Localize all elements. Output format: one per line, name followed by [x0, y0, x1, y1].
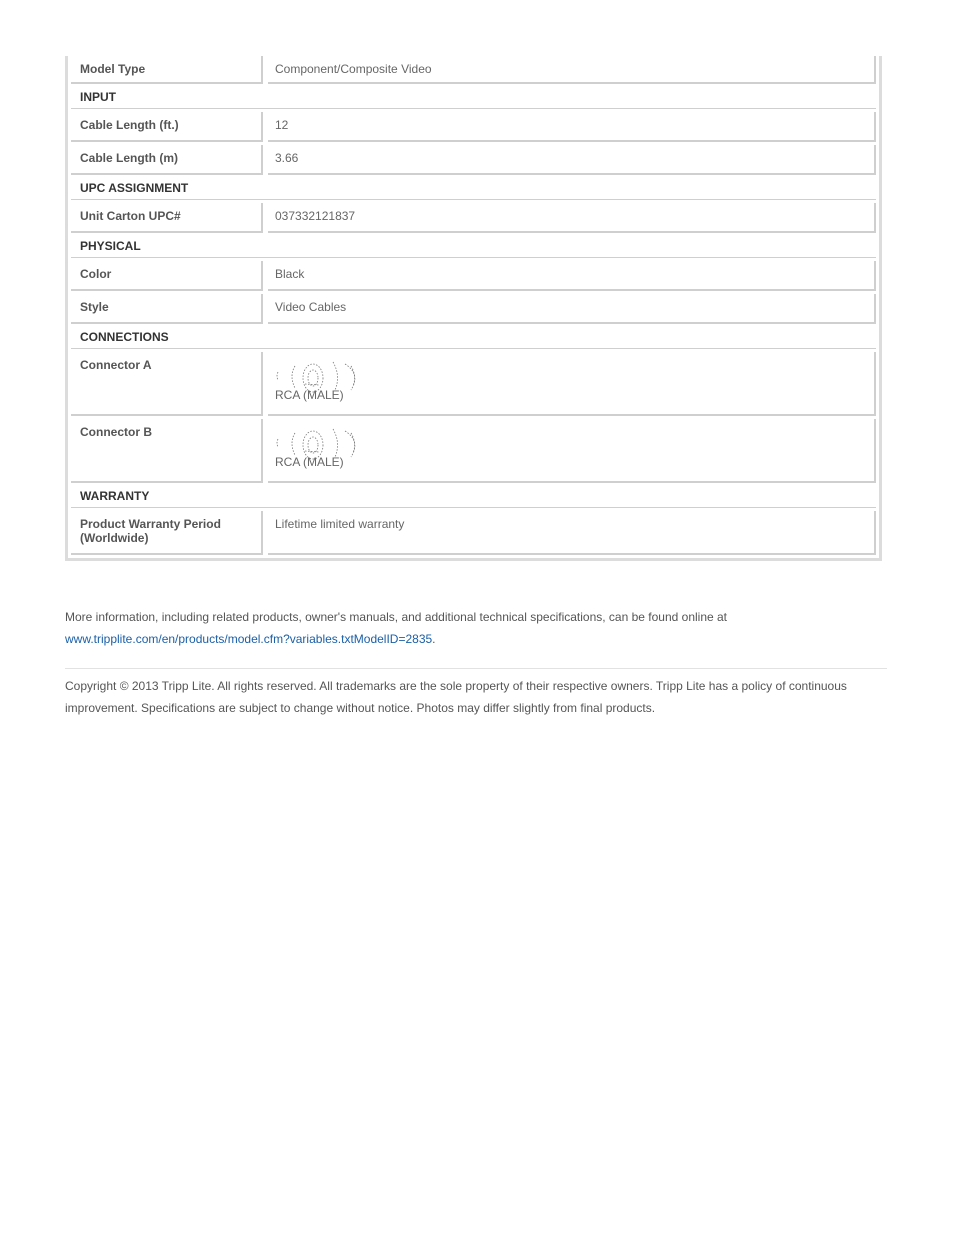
spec-row-warranty-period — [71, 511, 876, 555]
spec-value: Black — [268, 261, 876, 291]
copyright-notice: Copyright © 2013 Tripp Lite. All rights reserved. All trademarks are the sole property of their respective owners. Tripp Lite has a policy of continuous improvement. Specifications are subject to change without notice. Photos may differ slightly from final products. — [65, 679, 847, 715]
footer-divider — [65, 668, 887, 669]
section-heading-warranty: WARRANTY — [71, 483, 876, 508]
spec-label: Cable Length (ft.) — [71, 112, 263, 142]
more-info-period: . — [432, 632, 436, 646]
section-heading-input: INPUT — [71, 84, 876, 109]
connector-b-type: RCA (MALE) — [275, 455, 344, 469]
spec-label: Product Warranty Period (Worldwide) — [71, 511, 263, 555]
product-page-link[interactable]: www.tripplite.com/en/products/model.cfm?variables.txtModelID=2835 — [65, 632, 433, 646]
spec-value: Lifetime limited warranty — [268, 511, 876, 555]
spec-value: Video Cables — [268, 294, 876, 324]
spec-row-color — [71, 261, 876, 291]
spec-row-style — [71, 294, 876, 324]
spec-label: Connector A — [71, 352, 263, 416]
spec-row-connector-b — [71, 419, 876, 483]
spec-label: Cable Length (m) — [71, 145, 263, 175]
spec-value: 037332121837 — [268, 203, 876, 233]
spec-value-connector-a — [268, 352, 876, 416]
spec-value: 3.66 — [268, 145, 876, 175]
spec-label: Connector B — [71, 419, 263, 483]
spec-value: Component/Composite Video — [268, 56, 876, 84]
spec-row-unit-carton-upc — [71, 203, 876, 233]
spec-value: 12 — [268, 112, 876, 142]
spec-label: Model Type — [71, 56, 263, 84]
section-heading-connections: CONNECTIONS — [71, 324, 876, 349]
spec-table — [65, 56, 882, 561]
spec-label: Unit Carton UPC# — [71, 203, 263, 233]
spec-row-cable-length-ft — [71, 112, 876, 142]
spec-value-connector-b — [268, 419, 876, 483]
connector-a-type: RCA (MALE) — [275, 388, 344, 402]
spec-row-connector-a — [71, 352, 876, 416]
spec-label: Style — [71, 294, 263, 324]
spec-label: Color — [71, 261, 263, 291]
section-heading-upc: UPC ASSIGNMENT — [71, 175, 876, 200]
more-info-text: More information, including related products, owner's manuals, and additional technical specifications, can be found online at — [65, 610, 728, 624]
more-info-paragraph — [65, 606, 887, 650]
section-heading-physical: PHYSICAL — [71, 233, 876, 258]
spec-row-cable-length-m — [71, 145, 876, 175]
spec-row-model-type — [71, 56, 876, 84]
